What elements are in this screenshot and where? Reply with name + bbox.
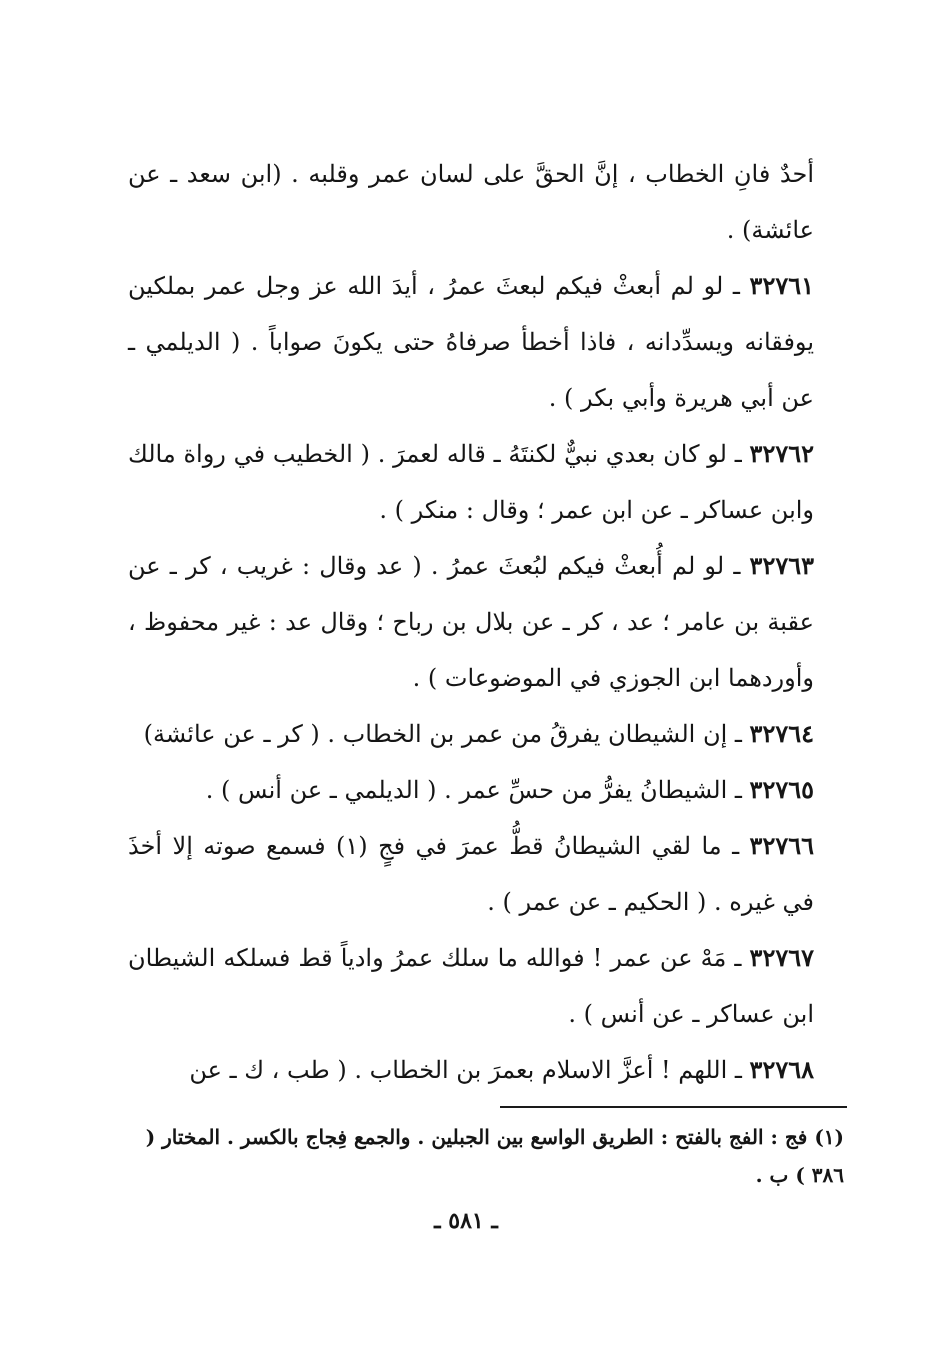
- hadith-number: ٣٢٧٦٨: [749, 1055, 814, 1084]
- hadith-number: ٣٢٧٦٣: [749, 551, 814, 580]
- hadith-text: ـ لو كان بعدي نبيٌّ لكنتَهُ ـ قاله لعمرَ . ( الخطيب في رواة مالك وابن عساكر ـ عن ابن عمر ؛ وقال : منكر ) .: [128, 440, 814, 524]
- hadith-entry: [128, 1042, 814, 1098]
- hadith-text: ـ ما لقي الشيطانُ قطُّ عمرَ في فجٍ (١) فسمع صوته إلا أخذَ في غيره . ( الحكيم ـ عن عمر ) .: [128, 832, 814, 916]
- hadith-text: ـ لو لم أبعثْ فيكم لبعثَ عمرُ ، أيدَ الله عز وجل عمر بملكين يوفقانه ويسدِّدانه ، فاذا أخطأ صرفاهُ حتى يكونَ صواباً . ( الديلمي ـ عن أبي هريرة وأبي بكر ) .: [128, 272, 814, 412]
- hadith-entry: [128, 258, 814, 426]
- hadith-number: ٣٢٧٦١: [749, 271, 814, 300]
- hadith-number: ٣٢٧٦٤: [749, 719, 814, 748]
- hadith-text: ـ لو لم أُبعثْ فيكم لبُعثَ عمرُ . ( عد وقال : غريب ، كر ـ عن عقبة بن عامر ؛ عد ، كر ـ عن بلال بن رباح ؛ وقال عد : غير محفوظ ، وأوردهما ابن الجوزي في الموضوعات ) .: [128, 552, 815, 692]
- footnote: [122, 1118, 844, 1194]
- hadith-entry: [128, 818, 814, 930]
- hadith-entry: [128, 538, 814, 706]
- hadith-number: ٣٢٧٦٧: [749, 943, 814, 972]
- hadith-text: ـ الشيطانُ يفرُّ من حسِّ عمر . ( الديلمي ـ عن أنس ) .: [205, 776, 742, 804]
- hadith-number: ٣٢٧٦٦: [749, 831, 814, 860]
- hadith-entry: [128, 426, 814, 538]
- intro-line: أحدٌ فانِ الخطاب ، إنَّ الحقَّ على لسان عمر وقلبه . (ابن سعد ـ عن عائشة) .: [128, 160, 814, 244]
- page-number: ـ ٥٨١ ـ: [434, 1208, 498, 1234]
- footnote-divider: [500, 1106, 847, 1108]
- hadith-entry: [128, 930, 814, 1042]
- main-text: [128, 146, 814, 1098]
- hadith-entry: [128, 762, 814, 818]
- hadith-text: ـ اللهم ! أعزَّ الاسلام بعمرَ بن الخطاب . ( طب ، ك ـ عن: [189, 1056, 742, 1084]
- hadith-text: ـ مَهْ عن عمر ! فوالله ما سلك عمرُ وادياً قط فسلكه الشيطان ابن عساكر ـ عن أنس ) .: [128, 944, 814, 1028]
- hadith-entry: [128, 706, 814, 762]
- footnote-text: فج : الفج بالفتح : الطريق الواسع بين الجبلين . والجمع فِجاج بالكسر . المختار ( ٣٨٦ ) ب .: [145, 1125, 844, 1187]
- hadith-text: ـ إن الشيطان يفرقُ من عمر بن الخطاب . ( كر ـ عن عائشة): [143, 720, 742, 748]
- hadith-number: ٣٢٧٦٢: [749, 439, 814, 468]
- footnote-marker: (١): [814, 1125, 844, 1149]
- hadith-number: ٣٢٧٦٥: [749, 775, 814, 804]
